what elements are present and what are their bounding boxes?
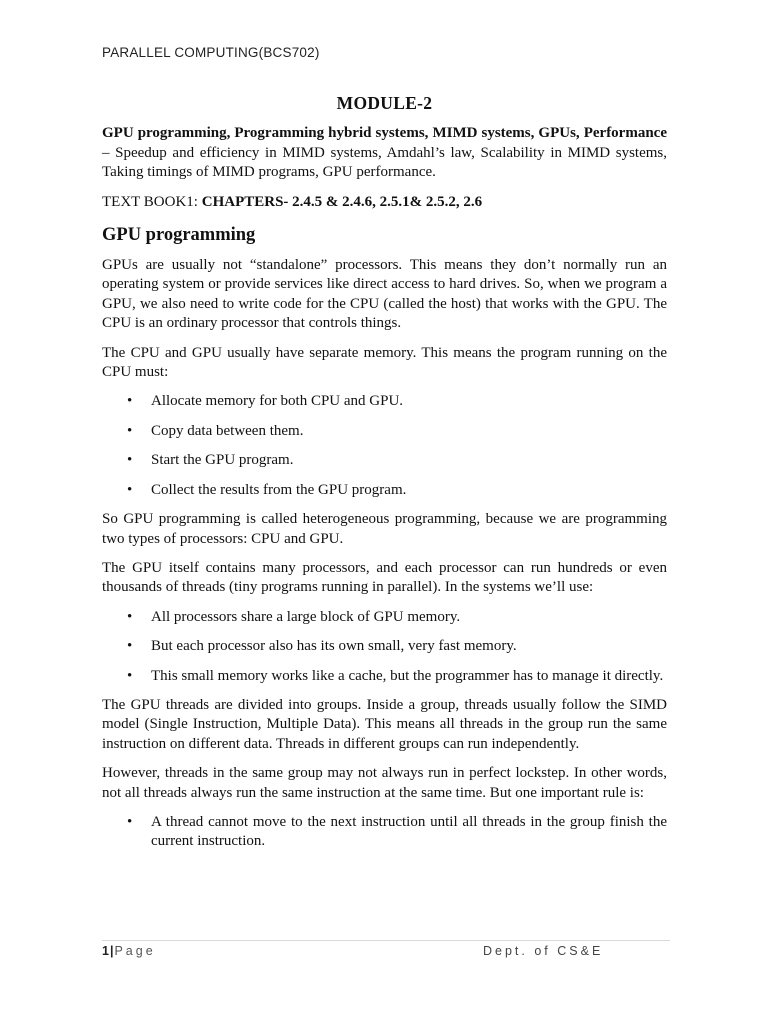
list-item <box>102 667 667 686</box>
list-item-text: But each processor also has its own small, very fast memory. <box>151 638 517 655</box>
list-item-text: Start the GPU program. <box>151 452 294 469</box>
textbook-line <box>102 193 667 212</box>
page-number: 1 <box>102 944 109 958</box>
paragraph: GPUs are usually not “standalone” processors. This means they don’t normally run an operating system or provide services like direct access to hard drives. So, when we program a GPU, we also need to write code for the CPU (called the host) that works with the GPU. The CPU is an ordinary processor that controls things. <box>102 257 667 332</box>
module-topics <box>102 124 667 182</box>
paragraph: So GPU programming is called heterogeneous programming, because we are programming two types of processors: CPU and GPU. <box>102 511 667 547</box>
list-item-text: Allocate memory for both CPU and GPU. <box>151 393 404 410</box>
bullet-icon: • <box>127 481 133 498</box>
bullet-icon: • <box>127 422 133 439</box>
textbook-prefix: TEXT BOOK1: <box>102 193 202 210</box>
page-label: Page <box>114 944 156 958</box>
page-body <box>102 94 667 862</box>
footer-separator: | <box>109 944 114 958</box>
list-item-text: This small memory works like a cache, but the programmer has to manage it directly. <box>151 667 664 684</box>
topics-normal: Speedup and efficiency in MIMD systems, Amdahl’s law, Scalability in MIMD systems, Taking timings of MIMD programs, GPU performance. <box>102 144 667 181</box>
list-item <box>102 481 667 500</box>
list-item-text: Copy data between them. <box>151 422 304 439</box>
department-label: Dept. of CS&E <box>483 944 604 958</box>
paragraph: The CPU and GPU usually have separate memory. This means the program running on the CPU must: <box>102 344 667 381</box>
bullet-list <box>102 813 667 852</box>
list-item <box>102 422 667 441</box>
topics-bold: GPU programming, Programming hybrid systems, MIMD systems, GPUs, Performance <box>102 125 667 142</box>
list-item <box>102 608 667 627</box>
paragraph: The GPU itself contains many processors, and each processor can run hundreds or even thousands of threads (tiny programs running in parallel). In the systems we’ll use: <box>102 559 667 596</box>
bullet-icon: • <box>127 608 133 625</box>
list-item <box>102 813 667 852</box>
list-item <box>102 451 667 470</box>
module-title: MODULE-2 <box>336 93 433 113</box>
section-heading: GPU programming <box>102 225 256 246</box>
topics-dash: – <box>102 144 116 161</box>
running-header: PARALLEL COMPUTING(BCS702) <box>102 45 320 60</box>
list-item <box>102 637 667 656</box>
list-item-text: Collect the results from the GPU program. <box>151 481 407 498</box>
textbook-chapters: CHAPTERS- 2.4.5 & 2.4.6, 2.5.1& 2.5.2, 2.6 <box>201 193 483 210</box>
paragraph: However, threads in the same group may not always run in perfect lockstep. In other words, not all threads always run the same instruction at the same time. But one important rule is: <box>102 765 667 801</box>
bullet-list <box>102 608 667 686</box>
bullet-list <box>102 392 667 500</box>
bullet-icon: • <box>127 667 133 684</box>
bullet-icon: • <box>127 393 133 410</box>
list-item-text: All processors share a large block of GPU memory. <box>151 608 461 625</box>
list-item-text: A thread cannot move to the next instruction until all threads in the group finish the current instruction. <box>151 813 667 850</box>
bullet-icon: • <box>127 452 133 469</box>
page-footer-number <box>102 944 156 958</box>
paragraph: The GPU threads are divided into groups. Inside a group, threads usually follow the SIMD model (Single Instruction, Multiple Data). This means all threads in the group run the same instruction on different data. Threads in different groups can run independently. <box>102 696 667 752</box>
footer-divider <box>102 940 670 941</box>
bullet-icon: • <box>127 638 133 655</box>
bullet-icon: • <box>127 813 133 830</box>
list-item <box>102 392 667 411</box>
